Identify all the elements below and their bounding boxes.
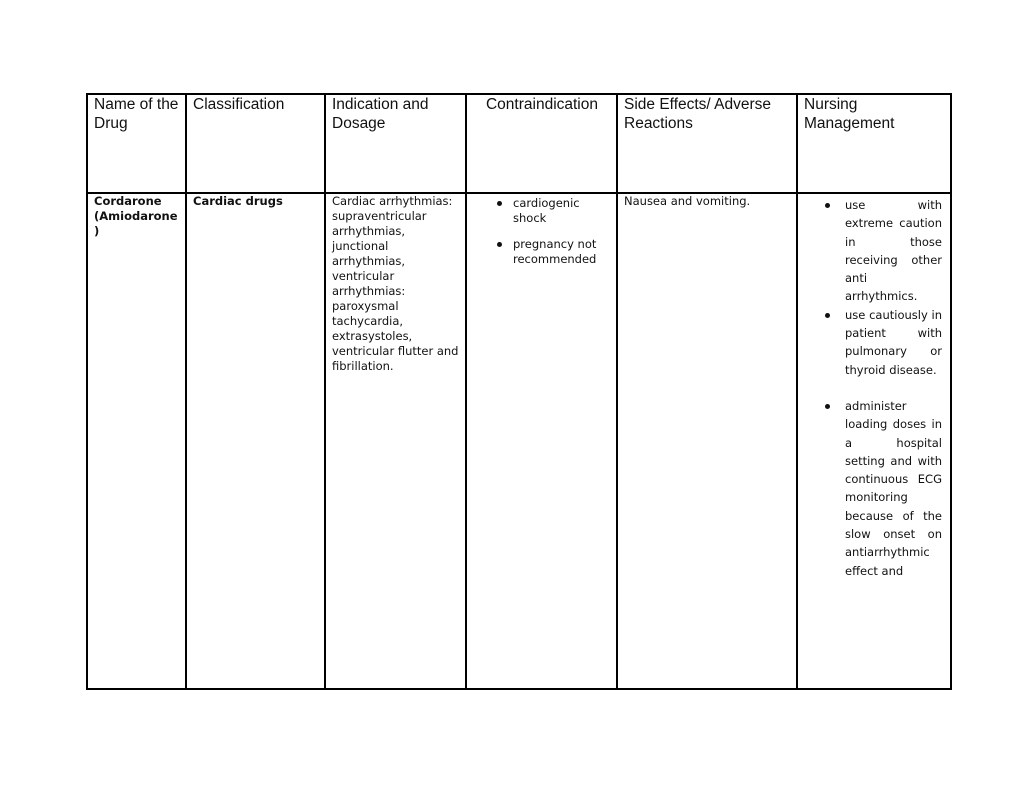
list-item <box>798 196 944 306</box>
header-cell-contraindication <box>466 94 617 193</box>
list-item <box>467 237 616 267</box>
drug-classification: Cardiac drugs <box>193 194 283 208</box>
nursing-item: use cautiously in patient with pulmonary or thyroid disease. <box>845 307 942 377</box>
cell-contraindication <box>466 193 617 689</box>
header-classification: Classification <box>193 96 285 113</box>
bullet-icon <box>497 242 502 247</box>
header-cell-indication <box>325 94 466 193</box>
cell-drug-name <box>87 193 186 689</box>
list-item <box>798 397 944 580</box>
header-cell-name <box>87 94 186 193</box>
cell-nursing <box>797 193 951 689</box>
table-header-row <box>87 94 951 193</box>
header-cell-nursing <box>797 94 951 193</box>
side-effects-text: Nausea and vomiting. <box>624 194 751 208</box>
contraindication-item: cardiogenic shock <box>513 196 580 225</box>
table-row <box>87 193 951 689</box>
header-contraindication: Contraindication <box>485 96 598 113</box>
header-indication-dosage: Indication and Dosage <box>332 96 429 132</box>
header-cell-classification <box>186 94 325 193</box>
header-cell-side-effects <box>617 94 797 193</box>
bullet-icon <box>497 201 502 206</box>
bullet-icon <box>825 203 830 208</box>
contraindication-item: pregnancy not recommended <box>513 237 597 266</box>
cell-classification <box>186 193 325 689</box>
list-item <box>798 306 944 379</box>
indication-dosage-text: Cardiac arrhythmias: supraventricular arrhythmias, junctional arrhythmias, ventricular arrhythmias: paroxysmal tachycardia, extrasystoles, ventricular flutter and fibrillation. <box>332 194 459 373</box>
header-side-effects: Side Effects/ Adverse Reactions <box>624 96 772 132</box>
header-nursing-management: Nursing Management <box>804 96 895 132</box>
nursing-item: administer loading doses in a hospital setting and with continuous ECG monitoring because of the slow onset on antiarrhythmic effect and <box>845 398 942 578</box>
bullet-icon <box>825 313 830 318</box>
cell-side-effects <box>617 193 797 689</box>
nursing-item: use with extreme caution in those receiving other anti arrhythmics. <box>845 198 942 304</box>
list-item <box>467 196 616 226</box>
drug-name: Cordarone (Amiodarone) <box>94 194 178 238</box>
nursing-management-list <box>798 194 950 580</box>
drug-study-table <box>86 93 952 690</box>
header-name-of-drug: Name of the Drug <box>94 96 179 132</box>
contraindication-list <box>467 194 616 267</box>
cell-indication <box>325 193 466 689</box>
bullet-icon <box>825 404 830 409</box>
